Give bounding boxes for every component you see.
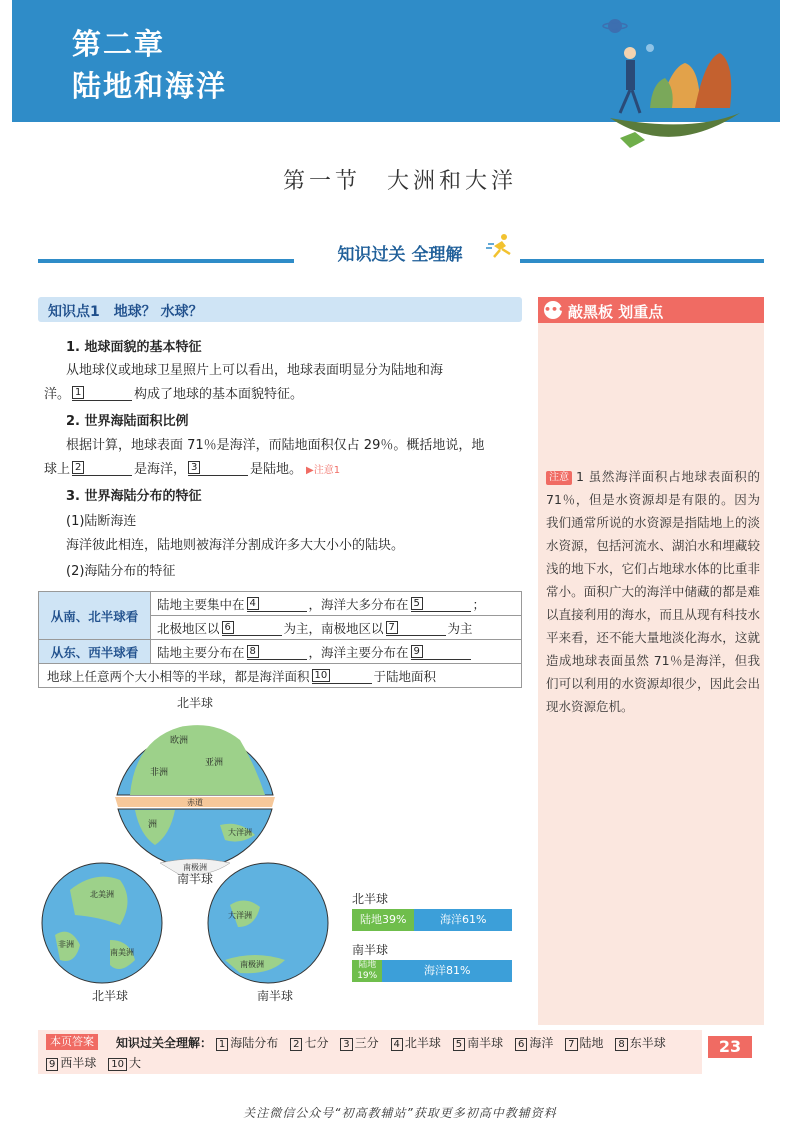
globe-right-label: 南半球 [256, 989, 294, 1003]
chat-icon: ••• [544, 301, 562, 319]
answer-item: 7 陆地 [565, 1036, 603, 1050]
note-text: 虽然海洋面积占地球表面积的 71％，但是水资源却是有限的。因为我们通常所说的水资源是指陆地上的淡水资源，包括河流水、湖泊水和埋藏较浅的地下水，它们占地球水体的比重非常小。面积广大的海洋中储藏的都是难以直接利用的海水，而且从现有科技水平来看，还不能大量地淡化海水，这就造成地球表面虽然 71％是海洋，但我们可以利用的水资源却很少，因此会出现水资源危机。 [546, 469, 760, 714]
answer-item: 4 北半球 [391, 1036, 441, 1050]
subheading-1: (1)陆断海连 [66, 514, 137, 529]
north-land [130, 725, 265, 795]
globe-top-label: 北半球 [176, 696, 214, 710]
blank-6[interactable]: 6 [222, 621, 282, 636]
page-answers [38, 1030, 702, 1074]
blank-9[interactable]: 9 [411, 645, 471, 660]
answers-line-2 [46, 1054, 149, 1071]
land-sea-bars [352, 890, 522, 1010]
blank-7[interactable]: 7 [386, 621, 446, 636]
hemisphere-globes-figure [40, 695, 340, 1015]
chapter-number: 第二章 [72, 27, 166, 61]
subheading-2: (2)海陆分布的特征 [66, 564, 176, 579]
label-africa-mid: 洲 [148, 820, 158, 830]
blank-8[interactable]: 8 [247, 645, 307, 660]
land-sea-distribution-table [38, 591, 522, 688]
answer-item: 9 西半球 [46, 1056, 96, 1070]
heading-1: 1. 地球面貌的基本特征 [66, 340, 202, 355]
sidebar-header [538, 297, 764, 323]
blank-4[interactable]: 4 [247, 597, 307, 612]
chapter-title: 陆地和海洋 [72, 69, 228, 103]
footer-note: 关注微信公众号“初高教辅站”获取更多初高中教辅资料 [243, 1106, 557, 1120]
table-cell-ns-1: 陆地主要集中在 4 ，海洋大多分布在 5 ； [151, 592, 522, 616]
label-antarctica: 南极洲 [183, 863, 207, 872]
answer-item: 6 海洋 [515, 1036, 553, 1050]
heading-3: 3. 世界海陆分布的特征 [66, 489, 202, 504]
blank-2[interactable]: 2 [72, 461, 132, 476]
answer-item: 1 海陆分布 [216, 1036, 278, 1050]
paragraph-2-cont: 球上 2 是海洋， 3 是陆地。 ▶注意1 [44, 462, 341, 477]
label-africa-top: 非洲 [150, 768, 169, 778]
boy-on-leaf-illustration [590, 8, 770, 158]
answers-tag: 本页答案 [46, 1034, 98, 1050]
note-number: 1 [576, 469, 584, 484]
paragraph-2: 根据计算，地球表面 71％是海洋，而陆地面积仅占 29％。概括地说，地 [66, 438, 485, 453]
answers-lead: 知识过关全理解： [116, 1036, 213, 1050]
note-1 [546, 465, 760, 718]
south-sea-bar: 海洋81% [382, 960, 512, 982]
knowledge-banner: 知识过关 全理解 [337, 245, 463, 265]
answer-item: 3 三分 [340, 1036, 378, 1050]
note-reference[interactable]: ▶注意1 [306, 465, 341, 476]
paragraph-1: 从地球仪或地球卫星照片上可以看出，地球表面明显分为陆地和海 [66, 363, 444, 378]
label-europe: 欧洲 [170, 736, 189, 746]
label-oceania-right: 大洋洲 [228, 911, 252, 920]
label-south-america: 南美洲 [110, 948, 134, 957]
runner-icon [486, 232, 514, 258]
knowledge-point-bar [38, 297, 522, 322]
label-asia: 亚洲 [205, 758, 224, 768]
note-tag: 注意 [546, 471, 572, 485]
north-bar-label: 北半球 [352, 892, 389, 906]
answer-item: 2 七分 [290, 1036, 328, 1050]
knowledge-point-title: 知识点1 地球？ 水球？ [48, 304, 203, 320]
globe-mid-label: 南半球 [176, 872, 214, 886]
blank-1[interactable]: 1 [72, 386, 132, 401]
label-africa-left: 非洲 [58, 940, 74, 949]
answers-line-1 [116, 1034, 674, 1051]
label-oceania: 大洋洲 [228, 828, 252, 837]
paragraph-3: 海洋彼此相连，陆地则被海洋分割成许多大大小小的陆块。 [66, 538, 405, 553]
north-bar [352, 909, 522, 931]
table-cell-ns-2: 北极地区以 6 为主，南极地区以 7 为主 [151, 616, 522, 640]
label-equator: 赤道 [187, 798, 203, 807]
globe-left-label: 北半球 [91, 989, 129, 1003]
blank-3[interactable]: 3 [188, 461, 248, 476]
sidebar-title: 敲黑板 划重点 [568, 303, 664, 321]
south-bar-label: 南半球 [352, 943, 389, 957]
answer-item: 8 东半球 [615, 1036, 665, 1050]
table-cell-ew: 陆地主要分布在 8 ，海洋主要分布在 9 [151, 640, 522, 664]
heading-2: 2. 世界海陆面积比例 [66, 414, 189, 429]
label-antarctica-right: 南极洲 [240, 960, 264, 969]
table-cell-hemispheres: 地球上任意两个大小相等的半球，都是海洋面积 10 于陆地面积 [39, 664, 522, 688]
north-land-bar: 陆地39% [352, 909, 414, 931]
table-head-east-west: 从东、西半球看 [39, 640, 151, 664]
south-bar [352, 960, 522, 982]
south-land-bar: 陆地19% [352, 960, 382, 982]
answer-item: 10 大 [108, 1056, 141, 1070]
blank-5[interactable]: 5 [411, 597, 471, 612]
north-sea-bar: 海洋61% [414, 909, 512, 931]
banner-left-line [38, 259, 294, 263]
paragraph-1-cont: 洋。 1 构成了地球的基本面貌特征。 [44, 387, 304, 402]
banner-right-line [520, 259, 764, 263]
answer-item: 5 南半球 [453, 1036, 503, 1050]
page-number: 23 [708, 1036, 752, 1058]
section-title: 第一节 大洲和大洋 [282, 169, 517, 194]
sidebar-notes [538, 297, 764, 1025]
blank-10[interactable]: 10 [312, 669, 372, 684]
label-north-america: 北美洲 [90, 890, 114, 899]
table-head-north-south: 从南、北半球看 [39, 592, 151, 640]
